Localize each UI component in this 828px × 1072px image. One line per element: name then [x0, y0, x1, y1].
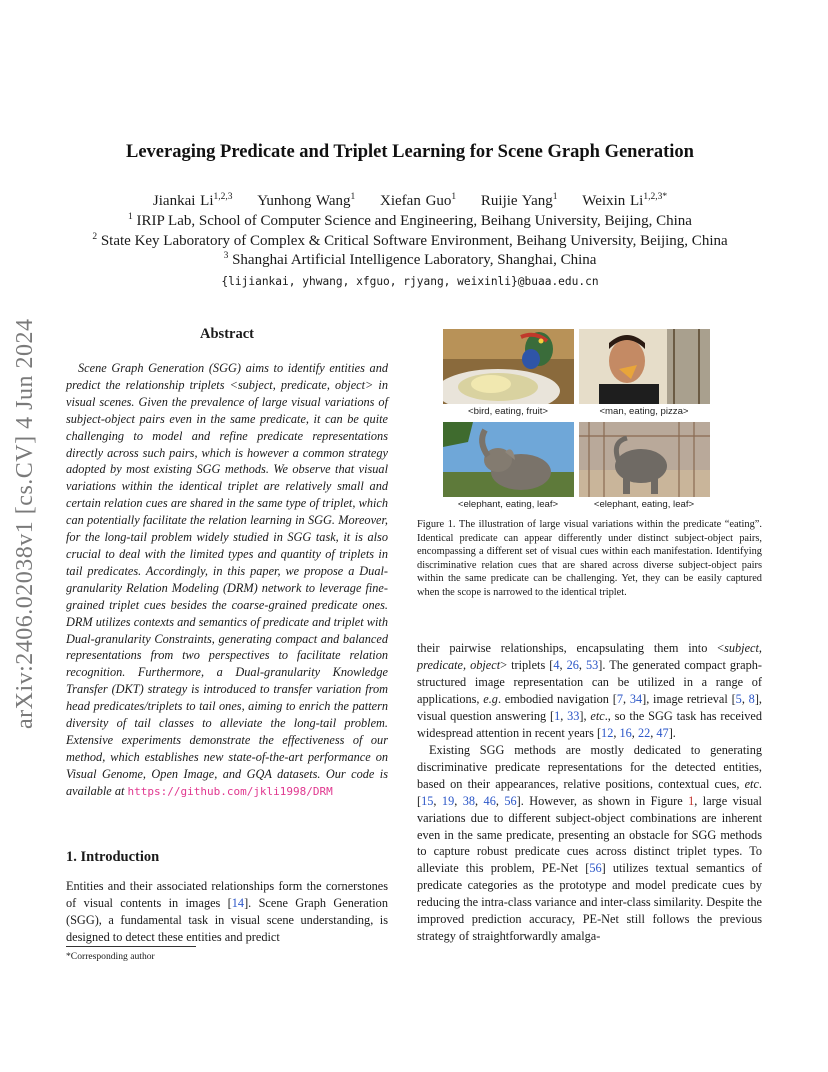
photo-elephant-eating-leaf-zoo [579, 422, 710, 497]
affiliation: $^2$ State Key Laboratory of Complex & Critical Software Environment, Beihang University, Beijing, China [92, 232, 728, 249]
citation-link[interactable]: 34 [629, 691, 643, 706]
subfigure-caption: <man, eating, pizza> [599, 406, 689, 417]
arxiv-stamp: arXiv:2406.02038v1 [cs.CV] 4 Jun 2024 [12, 318, 38, 729]
photo-man-eating-pizza [579, 329, 710, 404]
citation-link[interactable]: 4 [553, 657, 560, 672]
paper-title: Leveraging Predicate and Triplet Learning for Scene Graph Generation [126, 142, 694, 162]
subfigure-caption: <bird, eating, fruit> [468, 406, 548, 417]
author: Ruijie Yang$^1$ [480, 192, 558, 209]
citation-link[interactable]: 16 [619, 725, 632, 740]
citation-link[interactable]: 56 [589, 861, 602, 876]
figure-1 [443, 329, 711, 511]
affiliation: $^1$ IRIP Lab, School of Computer Science and Engineering, Beihang University, Beijing, China [128, 212, 692, 229]
citation-link[interactable]: 12 [601, 725, 614, 740]
author-list [60, 193, 760, 210]
citation-link[interactable]: 14 [231, 895, 245, 910]
citation-link[interactable]: 8 [748, 691, 755, 706]
subfigure-caption: <elephant, eating, leaf> [457, 499, 559, 510]
photo-bird-eating-fruit [443, 329, 574, 404]
citation-link[interactable]: 33 [567, 708, 580, 723]
subfigure-caption: <elephant, eating, leaf> [593, 499, 695, 510]
figure-reference-link[interactable]: 1 [688, 793, 695, 808]
citation-link[interactable]: 26 [566, 657, 579, 672]
author-emails: {lijiankai, yhwang, xfguo, rjyang, weixinli}@buaa.edu.cn [221, 275, 599, 288]
citation-link[interactable]: 15 [421, 793, 434, 808]
citation-link[interactable]: 22 [637, 725, 651, 740]
author: Jiankai Li$^{1,2,3}$ [152, 192, 233, 209]
citation-link[interactable]: 38 [462, 793, 476, 808]
citation-link[interactable]: 1 [554, 708, 561, 723]
author: Xiefan Guo$^1$ [380, 192, 457, 209]
citation-link[interactable]: 46 [483, 793, 496, 808]
citation-link[interactable]: 5 [735, 691, 742, 706]
citation-link[interactable]: 56 [504, 793, 517, 808]
section-heading: 1. Introduction [66, 849, 160, 865]
author: Weixin $Li^{1,2,3*}$ [582, 192, 668, 209]
citation-link[interactable]: 53 [586, 657, 599, 672]
citation-link[interactable]: 19 [441, 793, 455, 808]
intro-paragraph: Existing SGG methods are mostly dedicated to generating discriminative predicate representations for the detected entities, based on their appearances, relative positions, contextual cues, etc. [15, 19, 38, 46, 56]. However, as shown in Figure 1, large visual variations due to different subject-object combinations are inherent even in the same predicate, presenting an obstacle for SGG methods to capture robust predicate cues across distinct triplet types. To alleviate this problem, PE-Net [56] utilizes textual semantics of predicate categories as the prototype and model predicate cues by reducing the intra-class variance and inter-class similarity. Despite the improved prediction accuracy, PE-Net still follows the previous strategy of straightforwardly amalga- [417, 743, 762, 943]
figure-caption: Figure 1. The illustration of large visual variations within the predicate “eating”. Identical predicate can appear differently under distinct subject-object pairs, encompassing a different set of visual cues within each manifestation. Identifying discriminative relation cues that are shared across diverse subject-object pairs within the same predicate can be challenging. Yet, they can be easily captured when the scope is narrowed to the identical triplet. [417, 519, 762, 598]
abstract-heading: Abstract [200, 326, 254, 342]
intro-paragraph: their pairwise relationships, encapsulating them into <subject, predicate, object> triplets [4, 26, 53]. The generated compact graph-structured image representation can be utilized in a range of applications, e.g. embodied navigation [7, 34], image retrieval [5, 8], visual question answering [1, 33], etc., so the SGG task has received widespread attention in recent years [12, 16, 22, 47]. [417, 641, 762, 740]
intro-paragraph: Entities and their associated relationships form the cornerstones of visual contents in images [14]. Scene Graph Generation (SGG), a fundamental task in visual scene understanding, is designed to detect these entities and predict [66, 879, 388, 944]
citation-link[interactable]: 7 [616, 691, 623, 706]
photo-elephant-eating-leaf [443, 422, 574, 497]
affiliation: $^3$ Shanghai Artificial Intelligence Laboratory, Shanghai, China [223, 251, 597, 268]
code-link[interactable]: https://github.com/jkli1998/DRM [127, 784, 333, 798]
citation-link[interactable]: 47 [656, 725, 669, 740]
abstract-body: Scene Graph Generation (SGG) aims to identify entities and predict the relationship triplets <subject, predicate, object> in visual scenes. Given the prevalence of large visual variations of subject-object pairs even in the same predicate, it can be quite challenging to model and refine predicate representations directly across such pairs, which is however a common strategy adopted by most existing SGG methods. We observe that visual variations within the identical triplet are relatively small and certain relation cues are shared in the same type of triplet, which can potentially facilitate the relation learning in SGG. Moreover, for the long-tail problem widely studied in SGG task, it is also crucial to deal with the limited types and quantity of triplets in tail predicates. Accordingly, in this paper, we propose a Dual-granularity Relation Modeling (DRM) network to leverage fine-grained triplet cues besides the coarse-grained predicate ones. DRM utilizes contexts and semantics of predicate and triplet with Dual-granularity Constraints, generating compact and balanced representations from two perspectives to facilitate relation recognition. Furthermore, a Dual-granularity Knowledge Transfer (DKT) strategy is introduced to transfer variation from head predicates/triplets to tail ones, aiming to enrich the pattern diversity of tail classes to alleviate the long-tail problem. Extensive experiments demonstrate the effectiveness of our method, which establishes new state-of-the-art performance on Visual Genome, Open Image, and GQA datasets. Our code is available at https://github.com/jkli1998/DRM [66, 361, 388, 798]
footnote: *Corresponding author [66, 951, 155, 962]
author: Yunhong Wang$^1$ [257, 192, 356, 209]
footnote-rule [66, 946, 196, 947]
